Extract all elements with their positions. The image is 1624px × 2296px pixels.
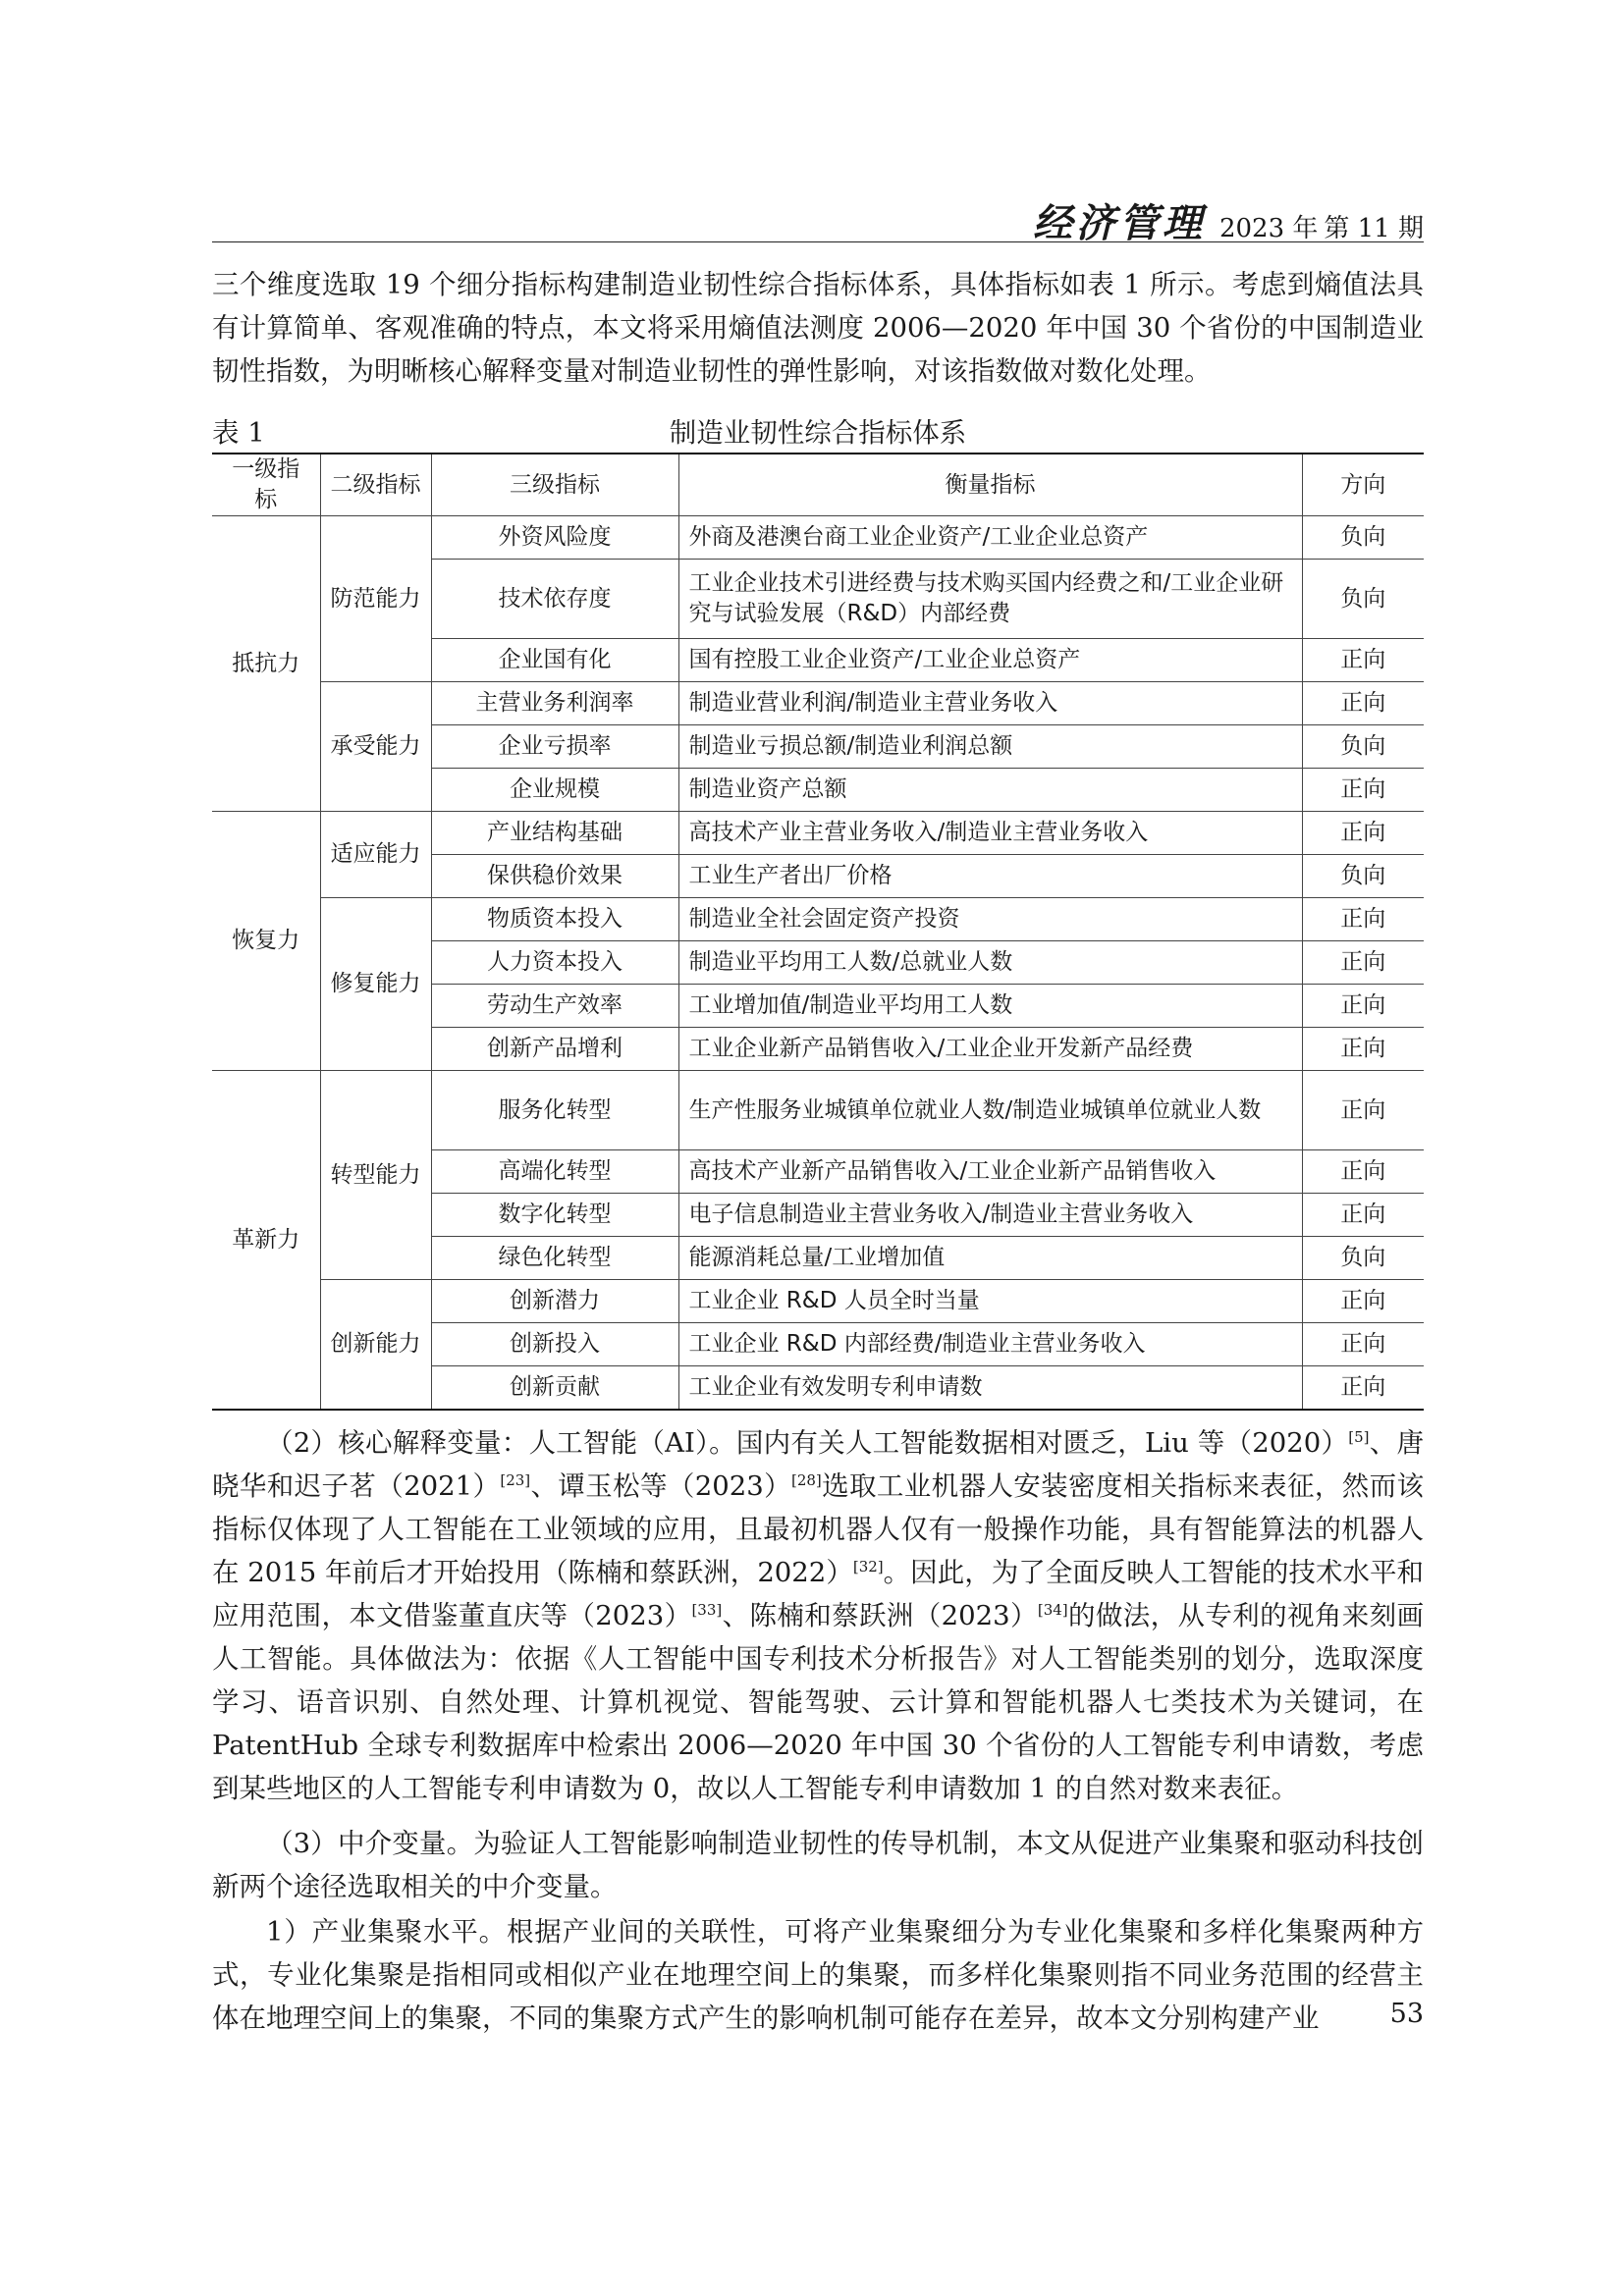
p2-text-5: 。因此，为了全面反映人工智能的技术水平和应用范围，本文借鉴董直庆等（2023）	[212, 1557, 1425, 1631]
direction-cell: 正向	[1302, 941, 1424, 985]
page-number: 53	[1389, 1999, 1424, 2029]
measure-cell: 高技术产业主营业务收入/制造业主营业务收入	[678, 812, 1302, 855]
issue-info	[1214, 214, 1424, 243]
level3-cell: 创新贡献	[431, 1366, 678, 1411]
direction-cell: 负向	[1302, 516, 1424, 560]
level3-cell: 创新产品增利	[431, 1028, 678, 1071]
measure-cell: 国有控股工业企业资产/工业企业总资产	[678, 639, 1302, 682]
intro-paragraph: 三个维度选取 19 个细分指标构建制造业韧性综合指标体系，具体指标如表 1 所示。考虑到熵值法具有计算简单、客观准确的特点，本文将采用熵值法测度 2006—2020 年中国 30 个省份的中国制造业韧性指数，为明晰核心解释变量对制造业韧性的弹性影响，对该指数做对数化处理。	[212, 269, 1424, 387]
header-level1: 一级指标	[212, 454, 320, 516]
core-variable-paragraph	[212, 1421, 1424, 1810]
measure-cell: 制造业营业利润/制造业主营业务收入	[678, 682, 1302, 725]
direction-cell: 负向	[1302, 1237, 1424, 1280]
level3-cell: 数字化转型	[431, 1194, 678, 1237]
level1-cell: 革新力	[212, 1071, 320, 1411]
level3-cell: 外资风险度	[431, 516, 678, 560]
level1-cell: 抵抗力	[212, 516, 320, 812]
level3-cell: 创新投入	[431, 1323, 678, 1366]
citation-ref: [23]	[500, 1470, 531, 1489]
direction-cell: 正向	[1302, 812, 1424, 855]
table-row	[212, 812, 1424, 855]
measure-cell: 高技术产业新产品销售收入/工业企业新产品销售收入	[678, 1150, 1302, 1194]
issue-year: 2023 年	[1218, 214, 1319, 243]
p2-text-7: 的做法，从专利的视角来刻画人工智能。具体做法为：依据《人工智能中国专利技术分析报告》对人工智能类别的划分，选取深度学习、语音识别、自然处理、计算机视觉、智能驾驶、云计算和智能机器人七类技术为关键词，在 PatentHub 全球专利数据库中检索出 2006—2020 年中国 30 个省份的人工智能专利申请数，考虑到某些地区的人工智能专利申请数为 0，故以人工智能专利申请数加 1 的自然对数来表征。	[212, 1600, 1424, 1804]
direction-cell: 正向	[1302, 985, 1424, 1028]
measure-cell: 生产性服务业城镇单位就业人数/制造业城镇单位就业人数	[678, 1071, 1302, 1150]
citation-ref: [34]	[1037, 1600, 1068, 1619]
table-row	[212, 516, 1424, 560]
measure-cell: 制造业资产总额	[678, 769, 1302, 812]
direction-cell: 负向	[1302, 855, 1424, 898]
direction-cell: 正向	[1302, 769, 1424, 812]
direction-cell: 正向	[1302, 1366, 1424, 1411]
header-direction: 方向	[1302, 454, 1424, 516]
level3-cell: 人力资本投入	[431, 941, 678, 985]
table-header-row	[212, 454, 1424, 516]
measure-cell: 外商及港澳台商工业企业资产/工业企业总资产	[678, 516, 1302, 560]
direction-cell: 正向	[1302, 1028, 1424, 1071]
measure-cell: 制造业亏损总额/制造业利润总额	[678, 725, 1302, 769]
p2-text-1: （2）核心解释变量：人工智能（AI）。国内有关人工智能数据相对匮乏，Liu 等（2020）	[266, 1427, 1349, 1459]
table-caption	[212, 410, 1424, 450]
citation-ref: [32]	[852, 1557, 884, 1575]
mediator-paragraph: （3）中介变量。为验证人工智能影响制造业韧性的传导机制，本文从促进产业集聚和驱动科技创新两个途径选取相关的中介变量。	[212, 1828, 1424, 1902]
measure-cell: 工业企业 R&D 内部经费/制造业主营业务收入	[678, 1323, 1302, 1366]
measure-cell: 工业企业 R&D 人员全时当量	[678, 1280, 1302, 1323]
running-header	[212, 192, 1424, 246]
direction-cell: 正向	[1302, 639, 1424, 682]
level3-cell: 服务化转型	[431, 1071, 678, 1150]
measure-cell: 工业增加值/制造业平均用工人数	[678, 985, 1302, 1028]
level3-cell: 高端化转型	[431, 1150, 678, 1194]
journal-logo: 经济管理	[1032, 200, 1206, 246]
table-title: 制造业韧性综合指标体系	[669, 417, 967, 449]
measure-cell: 能源消耗总量/工业增加值	[678, 1237, 1302, 1280]
level3-cell: 企业国有化	[431, 639, 678, 682]
level3-cell: 企业亏损率	[431, 725, 678, 769]
measure-cell: 工业企业技术引进经费与技术购买国内经费之和/工业企业研究与试验发展（R&D）内部经费	[678, 560, 1302, 639]
table-row	[212, 898, 1424, 941]
citation-ref: [5]	[1348, 1427, 1370, 1446]
measure-cell: 工业企业有效发明专利申请数	[678, 1366, 1302, 1411]
level3-cell: 主营业务利润率	[431, 682, 678, 725]
level3-cell: 产业结构基础	[431, 812, 678, 855]
direction-cell: 正向	[1302, 1280, 1424, 1323]
level3-cell: 技术依存度	[431, 560, 678, 639]
measure-cell: 电子信息制造业主营业务收入/制造业主营业务收入	[678, 1194, 1302, 1237]
direction-cell: 正向	[1302, 1323, 1424, 1366]
level3-cell: 绿色化转型	[431, 1237, 678, 1280]
p2-text-2: 、唐晓华和迟子茗（2021）	[212, 1427, 1425, 1502]
direction-cell: 正向	[1302, 898, 1424, 941]
citation-ref: [28]	[790, 1470, 822, 1489]
measure-cell: 工业生产者出厂价格	[678, 855, 1302, 898]
table-row	[212, 682, 1424, 725]
level1-cell: 恢复力	[212, 812, 320, 1071]
direction-cell: 负向	[1302, 560, 1424, 639]
table-row	[212, 1071, 1424, 1150]
level3-cell: 劳动生产效率	[431, 985, 678, 1028]
table-row	[212, 1280, 1424, 1323]
measure-cell: 工业企业新产品销售收入/工业企业开发新产品经费	[678, 1028, 1302, 1071]
level3-cell: 保供稳价效果	[431, 855, 678, 898]
level2-cell: 承受能力	[320, 682, 431, 812]
direction-cell: 正向	[1302, 1194, 1424, 1237]
direction-cell: 正向	[1302, 1071, 1424, 1150]
level3-cell: 创新潜力	[431, 1280, 678, 1323]
level3-cell: 物质资本投入	[431, 898, 678, 941]
level2-cell: 防范能力	[320, 516, 431, 682]
level3-cell: 企业规模	[431, 769, 678, 812]
citation-ref: [33]	[691, 1600, 723, 1619]
table-number: 表 1	[212, 417, 265, 449]
measure-cell: 制造业平均用工人数/总就业人数	[678, 941, 1302, 985]
header-level3: 三级指标	[431, 454, 678, 516]
issue-number: 第 11 期	[1324, 214, 1424, 243]
agglomeration-paragraph: 1）产业集聚水平。根据产业间的关联性，可将产业集聚细分为专业化集聚和多样化集聚两种方式，专业化集聚是指相同或相似产业在地理空间上的集聚，而多样化集聚则指不同业务范围的经营主体在地理空间上的集聚，不同的集聚方式产生的影响机制可能存在差异，故本文分别构建产业	[212, 1916, 1424, 2034]
p2-text-3: 、谭玉松等（2023）	[530, 1470, 791, 1502]
direction-cell: 正向	[1302, 682, 1424, 725]
direction-cell: 负向	[1302, 725, 1424, 769]
direction-cell: 正向	[1302, 1150, 1424, 1194]
level2-cell: 修复能力	[320, 898, 431, 1071]
p2-text-4: 选取工业机器人安装密度相关指标来表征，然而该指标仅体现了人工智能在工业领域的应用，且最初机器人仅有一般操作功能，具有智能算法的机器人在 2015 年前后才开始投用（陈楠和蔡跃洲，2022）	[212, 1470, 1424, 1588]
level2-cell: 创新能力	[320, 1280, 431, 1411]
indicator-table	[212, 453, 1424, 1411]
level2-cell: 转型能力	[320, 1071, 431, 1280]
header-level2: 二级指标	[320, 454, 431, 516]
p2-text-6: 、陈楠和蔡跃洲（2023）	[722, 1600, 1038, 1631]
measure-cell: 制造业全社会固定资产投资	[678, 898, 1302, 941]
level2-cell: 适应能力	[320, 812, 431, 898]
header-measure: 衡量指标	[678, 454, 1302, 516]
